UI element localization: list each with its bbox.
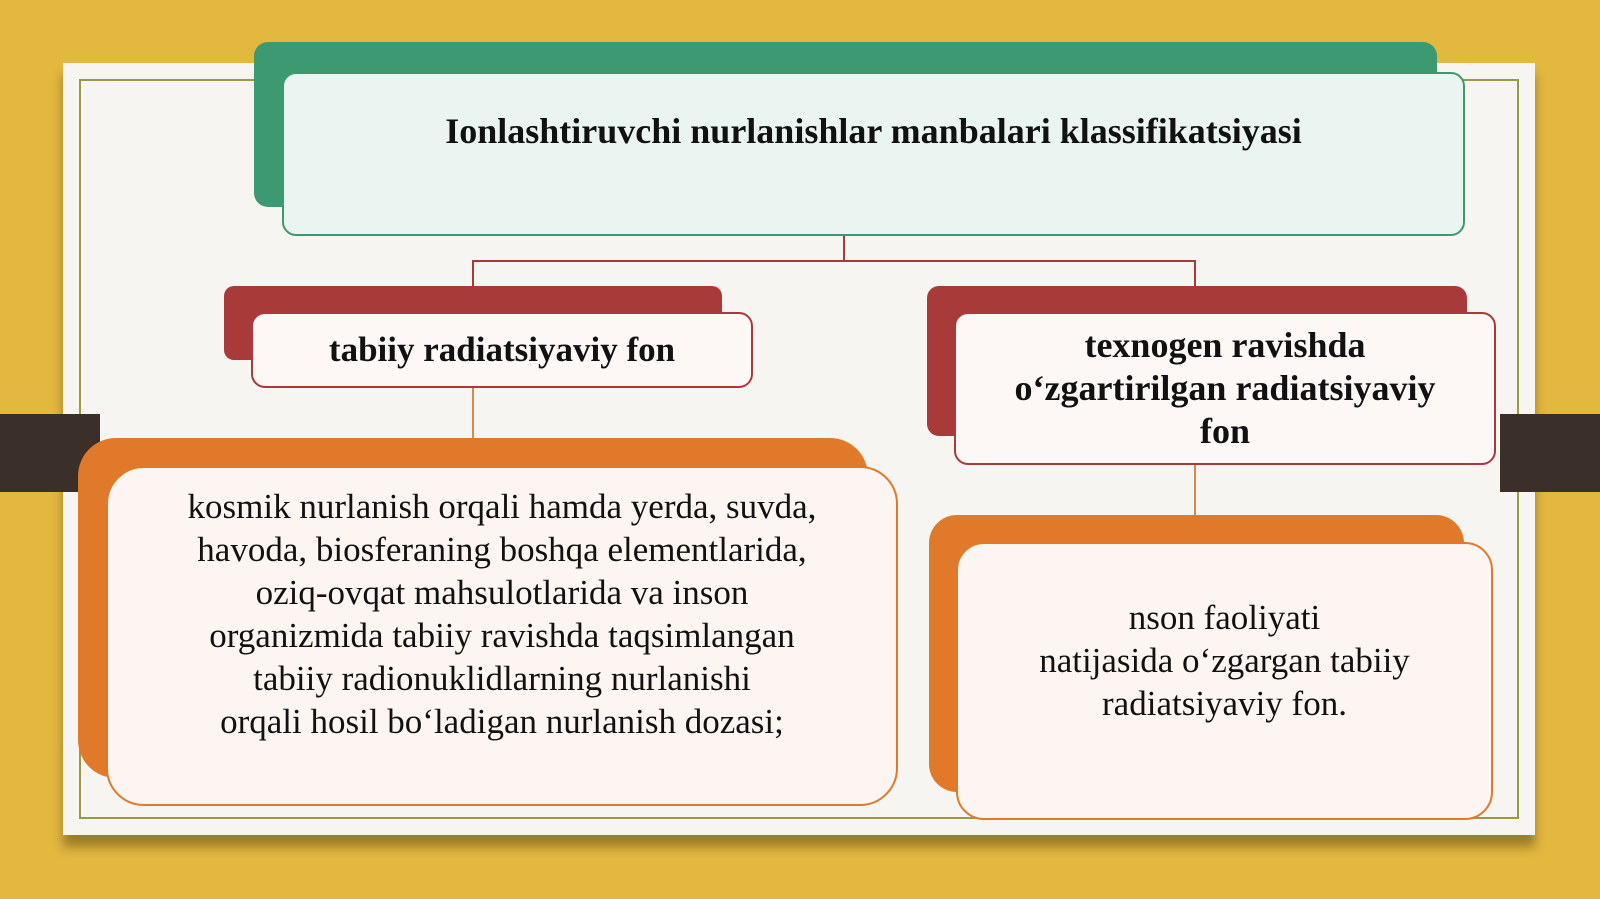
right-content-box: [956, 542, 1493, 820]
right-header-label: texnogen ravishda o‘zgartirilgan radiatsiyaviy fon: [1014, 325, 1436, 451]
connector-left-down: [472, 388, 474, 438]
right-header-box: [954, 312, 1496, 465]
connector-right-vertical: [1194, 260, 1196, 286]
right-content-text: nson faoliyati natijasida o‘zgargan tabiiy radiatsiyaviy fon.: [1039, 598, 1410, 723]
left-content-box: [106, 466, 898, 806]
left-header-label: tabiiy radiatsiyaviy fon: [328, 330, 676, 369]
connector-right-down: [1194, 465, 1196, 515]
diagram-title: Ionlashtiruvchi nurlanishlar manbalari klassifikatsiyasi: [445, 111, 1302, 151]
title-box: [282, 72, 1465, 236]
right-side-tab: [1500, 414, 1600, 492]
connector-left-vertical: [472, 260, 474, 286]
left-content-text: kosmik nurlanish orqali hamda yerda, suvda, havoda, biosferaning boshqa elementlarida, oziq-ovqat mahsulotlarida va inson organizmida tabiiy ravishda taqsimlangan tabiiy radionuklidlarning nurlanishi orqali hosil bo‘ladigan nurlanish dozasi;: [187, 487, 817, 741]
connector-horizontal: [472, 260, 1196, 262]
left-header-box: [251, 312, 753, 388]
connector-root-vertical: [843, 236, 845, 261]
